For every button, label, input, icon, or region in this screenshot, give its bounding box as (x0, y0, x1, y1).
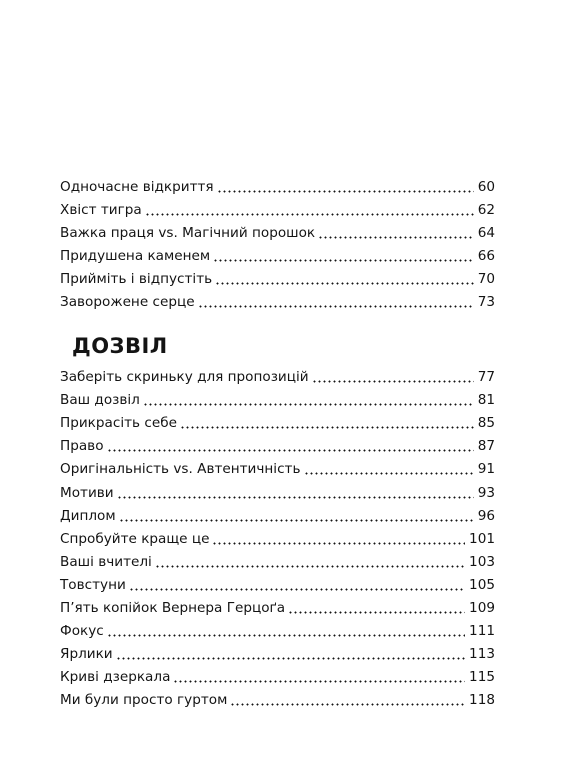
toc-entry-page: 64 (477, 225, 495, 241)
toc-entry[interactable] (60, 269, 495, 289)
section-heading: ДОЗВІЛ (72, 334, 168, 358)
toc-entry[interactable] (60, 598, 495, 618)
toc-entry-title: Заворожене серце (60, 294, 195, 310)
toc-entry-title: Придушена каменем (60, 248, 211, 264)
toc-entry-page: 60 (477, 179, 495, 195)
toc-entry[interactable] (60, 246, 495, 266)
toc-entry-title: Право (60, 438, 104, 455)
dot-leader (230, 703, 465, 706)
toc-entry-title: Одночасне відкриття (60, 179, 214, 195)
dot-leader (213, 259, 474, 262)
toc-entry-page: 101 (469, 530, 495, 547)
toc-entry-title: Хвіст тигра (60, 202, 142, 218)
toc-entry[interactable] (60, 575, 495, 595)
toc-entry[interactable] (60, 200, 495, 220)
toc-entry-page: 115 (469, 669, 495, 686)
dot-leader (107, 634, 465, 637)
toc-entry[interactable] (60, 367, 495, 387)
toc-entry-page: 87 (477, 438, 495, 455)
dot-leader (198, 305, 474, 308)
dot-leader (180, 426, 474, 429)
toc-entry-title: Криві дзеркала (60, 669, 171, 686)
toc-entry-title: Прийміть і відпустіть (60, 271, 213, 287)
toc-entry[interactable] (60, 223, 495, 243)
toc-entry-title: П’ять копійок Вернера Герцоґа (60, 600, 286, 616)
toc-entry-page: 118 (469, 692, 495, 709)
toc-entry[interactable] (60, 690, 495, 710)
dot-leader (116, 657, 465, 660)
toc-entry-title: Товстуни (60, 576, 126, 593)
dot-leader (215, 282, 474, 285)
toc-entry-title: Важка праця vs. Магічний порошок (60, 225, 316, 241)
toc-entry[interactable] (60, 292, 495, 312)
toc-entry-title: Ваш дозвіл (60, 392, 140, 409)
toc-entry-page: 66 (477, 248, 495, 264)
toc-entry[interactable] (60, 529, 495, 549)
dot-leader (312, 380, 474, 383)
toc-entry-title: Ми були просто гуртом (60, 692, 228, 709)
toc-entry-title: Оригінальність vs. Автентичність (60, 461, 301, 478)
dot-leader (117, 496, 474, 499)
dot-leader (318, 236, 474, 239)
toc-entry[interactable] (60, 177, 495, 197)
toc-entry-page: 96 (477, 507, 495, 524)
dot-leader (173, 680, 465, 683)
toc-entry-title: Прикрасіть себе (60, 415, 177, 432)
toc-entry-title: Мотиви (60, 484, 114, 501)
toc-entry[interactable] (60, 436, 495, 456)
toc-entry[interactable] (60, 621, 495, 641)
toc-entry-title: Ярлики (60, 646, 113, 663)
toc-entry[interactable] (60, 413, 495, 433)
dot-leader (119, 519, 474, 522)
toc-entry-page: 70 (477, 271, 495, 287)
dot-leader (155, 565, 465, 568)
toc-entry[interactable] (60, 667, 495, 687)
dot-leader (288, 611, 465, 614)
toc-entry-page: 111 (469, 623, 495, 640)
dot-leader (143, 403, 474, 406)
toc-entry-title: Диплом (60, 507, 116, 524)
dot-leader (145, 213, 474, 216)
toc-entry[interactable] (60, 644, 495, 664)
toc-entry[interactable] (60, 552, 495, 572)
toc-entry-title: Спробуйте краще це (60, 530, 210, 547)
toc-entry-page: 113 (469, 646, 495, 663)
dot-leader (129, 588, 465, 591)
toc-entry[interactable] (60, 459, 495, 479)
toc-entry-page: 62 (477, 202, 495, 218)
toc-entry-title: Заберіть скриньку для пропозицій (60, 369, 309, 385)
toc-entry-page: 103 (469, 553, 495, 570)
toc-entry-page: 85 (477, 415, 495, 432)
toc-entry[interactable] (60, 483, 495, 503)
dot-leader (304, 472, 474, 475)
toc-entry-page: 93 (477, 484, 495, 501)
toc-entry[interactable] (60, 390, 495, 410)
toc-entry-page: 73 (477, 294, 495, 310)
toc-entry-page: 77 (477, 369, 495, 385)
dot-leader (107, 449, 474, 452)
toc-entry-page: 105 (469, 576, 495, 593)
dot-leader (217, 190, 474, 193)
dot-leader (212, 542, 465, 545)
toc-entry-page: 109 (469, 600, 495, 616)
toc-entry-page: 91 (477, 461, 495, 478)
toc-entry[interactable] (60, 506, 495, 526)
toc-entry-page: 81 (477, 392, 495, 409)
toc-entry-title: Фокус (60, 623, 104, 640)
toc-entry-title: Ваші вчителі (60, 553, 152, 570)
